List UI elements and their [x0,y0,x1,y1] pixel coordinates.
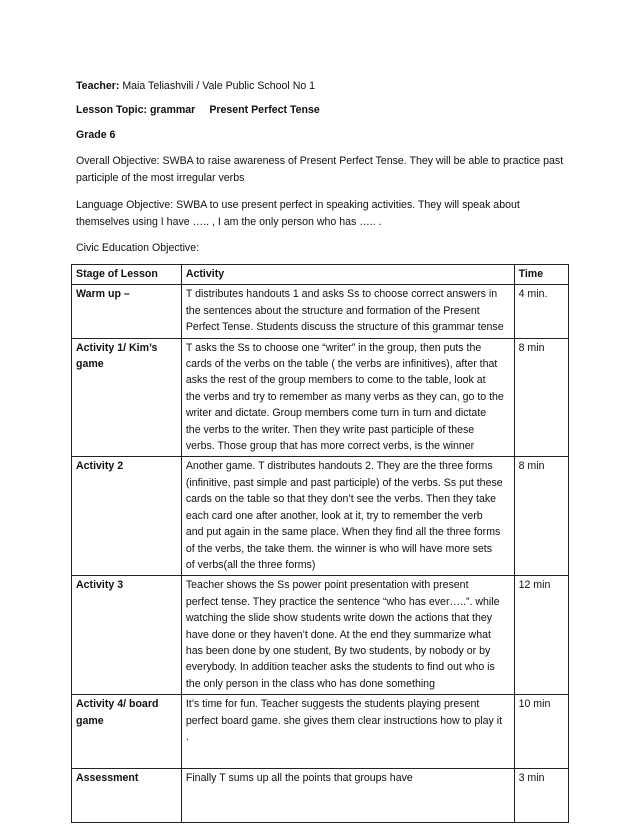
table-body [72,285,569,823]
activity-cell [181,285,514,338]
teacher-value: Maia Teliashvili / Vale Public School No 1 [122,80,316,92]
activity-cell [181,695,514,769]
stage-label: Activity 2 [76,460,124,473]
activity-line: Teacher shows the Ss power point presentation with present [185,579,469,592]
activity-line: cards of the verbs on the table ( the verbs are infinitives), after that [185,358,498,371]
activity-line: of the verbs, the take them. the winner is who will have more sets [185,542,493,555]
stage-cell [72,576,182,695]
header-time: Time [514,265,568,285]
table-row [72,338,569,457]
time-cell: 4 min. [514,285,568,338]
stage-cell [72,457,182,576]
activity-line: have done or they haven’t done. At the end they summarize what [185,628,491,641]
activity-line: Another game. T distributes handouts 2. They are the three forms [185,460,493,473]
time-cell: 10 min [514,695,568,769]
stage-cell [72,695,182,769]
activity-line: (infinitive, past simple and past participle) of the verbs. Ss put these [185,476,503,489]
stage-label: Assessment [76,772,139,785]
activity-line: the verbs and try to remember as many verbs as they can, go to the [185,390,504,403]
grade-line: Grade 6 [76,129,116,141]
time-cell: 8 min [514,457,568,576]
activity-cell [181,338,514,457]
activity-line: everybody. In addition teacher asks the students to find out who is [185,661,495,674]
language-objective-line2: themselves using I have ….. , I am the only person who has ….. . [76,216,382,228]
stage-label: Warm up – [76,288,130,301]
activity-line: Finally T sums up all the points that groups have [185,772,413,785]
overall-objective-label: Overall Objective: [76,155,160,167]
activity-line: perfect board game. she gives them clear instructions how to play it [185,714,503,727]
time-cell: 8 min [514,338,568,457]
activity-line: has been done by one student, By two students, by nobody or by [185,644,491,657]
teacher-label: Teacher: [76,80,120,92]
activity-line: asks the rest of the group members to come to the table, look at [185,374,486,387]
table-row [72,695,569,769]
header-stage: Stage of Lesson [72,265,182,285]
table-row [72,769,569,823]
lesson-topic-value: Present Perfect Tense [209,104,320,116]
stage-label: Activity 4/ board [76,698,159,711]
activity-line: each card one after another, look at it, try to remember the verb [185,509,483,522]
stage-cell [72,285,182,338]
overall-objective-line2: participle of the most irregular verbs [76,172,245,184]
stage-label: Activity 1/ Kim’s [76,341,158,354]
activity-line: Perfect Tense. Students discuss the structure of this grammar tense [185,321,504,334]
stage-label: Activity 3 [76,579,124,592]
table-header-row [72,265,569,285]
activity-line: perfect tense. They practice the sentence “who has ever…..”. while [185,595,500,608]
activity-line: T asks the Ss to choose one “writer” in the group, then puts the [185,341,482,354]
activity-line: T distributes handouts 1 and asks Ss to choose correct answers in [185,288,498,301]
stage-cell [72,338,182,457]
table-row [72,457,569,576]
activity-line: cards on the table so that they don’t see the verbs. Then they take [185,493,497,506]
activity-line: the only person in the class who has done something [185,677,435,690]
lesson-table [71,264,569,823]
overall-objective-text: SWBA to raise awareness of Present Perfect Tense. They will be able to practice past [159,155,564,167]
stage-label-cont: game [76,714,104,727]
civic-objective: Civic Education Objective: [76,242,200,254]
lesson-topic-line [76,102,576,119]
time-cell: 3 min [514,769,568,823]
activity-line: writer and dictate. Group members come turn in turn and dictate [185,407,487,420]
header-activity: Activity [181,265,514,285]
activity-line: It’s time for fun. Teacher suggests the students playing present [185,698,480,711]
activity-line: the verbs to the writer. Then they write past participle of these [185,423,475,436]
activity-line: the sentences about the structure and formation of the Present [185,304,480,317]
lesson-topic-label: Lesson Topic: grammar [76,104,196,116]
activity-line: watching the slide show students write down the actions that they [185,612,493,625]
activity-cell [181,576,514,695]
stage-label-cont: game [76,358,104,371]
activity-line: and put again in the same place. When they find all the three forms [185,526,501,539]
activity-cell [181,769,514,823]
activity-line: of verbs(all the three forms) [185,558,316,571]
table-row [72,576,569,695]
teacher-line [76,78,576,95]
overall-objective-line1 [76,153,576,170]
activity-cell [181,457,514,576]
stage-cell [72,769,182,823]
language-objective-line1: Language Objective: SWBA to use present perfect in speaking activities. They will speak about [76,199,520,211]
table-row [72,285,569,338]
activity-line: . [185,730,189,743]
time-cell: 12 min [514,576,568,695]
activity-line: verbs. Those group that has more correct verbs, is the winner [185,440,475,453]
